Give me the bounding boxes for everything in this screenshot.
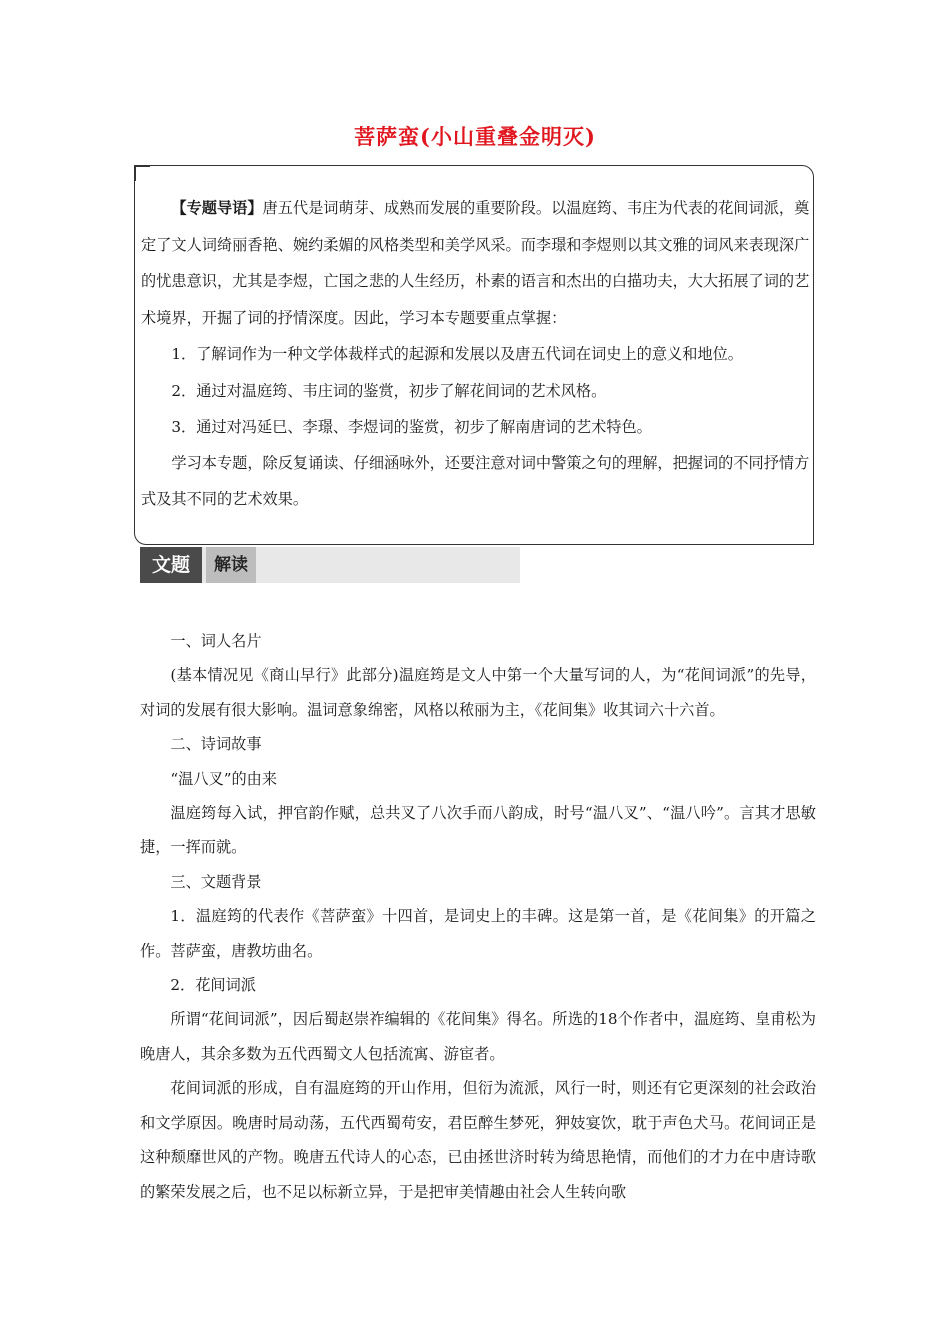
topic-guide-box: [134, 165, 814, 545]
paragraph-background-1: 1．温庭筠的代表作《菩萨蛮》十四首，是词史上的丰碑。这是第一首，是《花间集》的开篇之作。菩萨蛮，唐教坊曲名。: [140, 907, 816, 960]
paragraph-story: 温庭筠每入试，押官韵作赋，总共叉了八次手而八韵成，时号“温八叉”、“温八吟”。言其才思敏捷，一挥而就。: [140, 804, 816, 857]
main-body-text: [140, 624, 816, 1209]
topic-guide-text: [141, 190, 811, 518]
section-label-wenti: 文题: [140, 547, 202, 583]
guide-intro-text: 唐五代是词萌芽、成熟而发展的重要阶段。以温庭筠、韦庄为代表的花间词派，奠定了文人词绮丽香艳、婉约柔媚的风格类型和美学风采。而李璟和李煜则以其文雅的词风来表现深广的忧患意识，尤其是李煜，亡国之悲的人生经历，朴素的语言和杰出的白描功夫，大大拓展了词的艺术境界，开掘了词的抒情深度。因此，学习本专题要重点掌握：: [141, 199, 810, 327]
paragraph-huajian-1: 所谓“花间词派”，因后蜀赵崇祚编辑的《花间集》得名。所选的18个作者中，温庭筠、皇甫松为晚唐人，其余多数为五代西蜀文人包括流寓、游宦者。: [140, 1010, 816, 1063]
section-header-bar: [140, 547, 520, 583]
story-title: “温八叉”的由来: [170, 769, 278, 788]
paragraph-poet-info: (基本情况见《商山早行》此部分)温庭筠是文人中第一个大量写词的人，为“花间词派”的先导，对词的发展有很大影响。温词意象绵密，风格以秾丽为主，《花间集》收其词六十六首。: [140, 666, 816, 719]
guide-item-1: 1．了解词作为一种文学体裁样式的起源和发展以及唐五代词在词史上的意义和地位。: [171, 345, 743, 363]
guide-intro: [141, 190, 811, 336]
heading-poem-story: 二、诗词故事: [170, 735, 262, 754]
paragraph-huajian-2: 花间词派的形成，自有温庭筠的开山作用，但衍为流派，风行一时，则还有它更深刻的社会政治和文学原因。晚唐时局动荡，五代西蜀苟安，君臣醉生梦死，狎妓宴饮，耽于声色犬马。花间词正是这种颓靡世风的产物。晚唐五代诗人的心态，已由拯世济时转为绮思艳情，而他们的才力在中唐诗歌的繁荣发展之后，也不足以标新立异，于是把审美情趣由社会人生转向歌: [140, 1079, 816, 1201]
heading-huajian-school: 2．花间词派: [170, 976, 256, 995]
guide-closing: 学习本专题，除反复诵读、仔细涵咏外，还要注意对词中警策之句的理解，把握词的不同抒情方式及其不同的艺术效果。: [141, 453, 810, 508]
guide-item-2: 2．通过对温庭筠、韦庄词的鉴赏，初步了解花间词的艺术风格。: [171, 381, 607, 400]
guide-item-3: 3．通过对冯延巳、李璟、李煜词的鉴赏，初步了解南唐词的艺术特色。: [171, 418, 652, 436]
page-title: 菩萨蛮(小山重叠金明灭): [354, 124, 596, 149]
heading-poet-card: 一、词人名片: [170, 632, 262, 650]
guide-label: 【专题导语】: [171, 199, 263, 217]
section-label-jiedu: 解读: [206, 547, 256, 583]
heading-background: 三、文题背景: [170, 872, 262, 891]
